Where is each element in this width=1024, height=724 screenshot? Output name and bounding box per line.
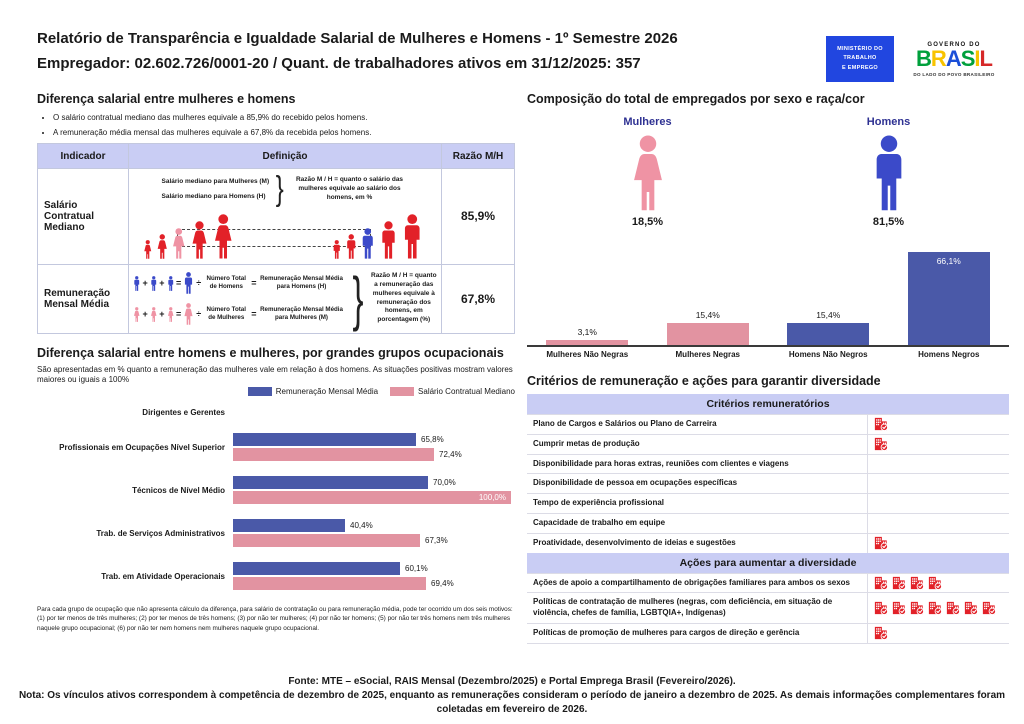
report-footer [0, 675, 1024, 717]
legend-item-blue [248, 387, 378, 396]
report-header [37, 30, 817, 80]
composition-bar-group [648, 310, 769, 345]
category-label: Mulheres Negras [675, 350, 740, 359]
composition-title: Composição do total de empregados por sexo e raça/cor [527, 92, 865, 106]
occupational-row [37, 433, 515, 461]
company-check-icon [892, 576, 906, 590]
equation-divisor: Número Total de Mulheres [206, 306, 246, 322]
ratio-value: 85,9% [442, 169, 515, 265]
composition-bar-group [768, 310, 889, 345]
bar-segment [233, 476, 428, 489]
indicator-label: Remuneração Mensal Média [38, 264, 129, 333]
average-equations [133, 272, 345, 325]
company-check-icon [874, 576, 888, 590]
company-check-icon [892, 601, 906, 615]
bar-segment [233, 433, 416, 446]
brasil-letter: A [945, 45, 961, 71]
man-icon [133, 276, 141, 291]
company-check-icon [874, 437, 888, 451]
bar-line [233, 519, 515, 532]
bar-segment [233, 448, 434, 461]
bar-value-label: 65,8% [421, 435, 444, 445]
legend-swatch-pink [390, 387, 414, 396]
company-check-icon [910, 601, 924, 615]
bar-value-label: 100,0% [478, 493, 506, 503]
woman-icon [143, 240, 153, 259]
company-check-icon [910, 576, 924, 590]
occupational-row [37, 519, 515, 547]
indicator-table [37, 143, 515, 334]
bar-line [233, 476, 515, 489]
male-composition [768, 116, 1009, 228]
footer-note: Nota: Os vínculos ativos correspondem à competência de dezembro de 2025, enquanto as remunerações consideram o período de janeiro a dezembro de 2025. As demais informações complementares foram coletadas em fevereiro de 2026. [18, 690, 1006, 715]
bar-value-label: 66,1% [936, 256, 961, 266]
man-icon [332, 240, 342, 259]
legend-swatch-blue [248, 387, 272, 396]
ratio-definition-note: Razão M / H = quanto o salário das mulheres equivale ao salário dos homens, em % [295, 176, 404, 201]
man-icon [345, 234, 358, 259]
brace-glyph: } [352, 264, 364, 332]
woman-icon [167, 307, 175, 322]
company-check-icon [946, 601, 960, 615]
criteria-icons [868, 534, 1009, 553]
header-indicador: Indicador [38, 144, 129, 169]
bar-segment [233, 577, 426, 590]
criteria-icons [868, 494, 1009, 513]
man-icon [150, 276, 158, 291]
man-icon [183, 272, 194, 294]
bar-segment [233, 519, 345, 532]
criteria-icons [868, 435, 1009, 454]
criteria-table [527, 394, 1009, 644]
bar-group [233, 433, 515, 461]
brasil-letter: L [979, 45, 992, 71]
criteria-label: Capacidade de trabalho em equipe [527, 514, 868, 533]
bar-value-label: 15,4% [816, 310, 841, 320]
brace-glyph: } [275, 170, 284, 208]
criteria-row [527, 592, 1009, 623]
criteria-label: Proatividade, desenvolvimento de ideias e sugestões [527, 534, 868, 553]
equation-divisor: Número Total de Homens [206, 275, 246, 291]
company-check-icon [928, 576, 942, 590]
company-check-icon [874, 536, 888, 550]
median-men-line: Salário mediano para Homens (H) [161, 193, 266, 201]
gov-brasil-wordmark [904, 45, 1004, 71]
criteria-label: Políticas de promoção de mulheres para cargos de direção e gerência [527, 624, 868, 643]
criteria-label: Tempo de experiência profissional [527, 494, 868, 513]
occupational-row [37, 476, 515, 504]
category-label: Dirigentes e Gerentes [142, 408, 225, 418]
median-pictogram [133, 209, 437, 261]
indicator-label: Salário Contratual Mediano [38, 169, 129, 265]
man-icon [360, 228, 376, 259]
bar-line [233, 534, 515, 547]
men-pictogram-group [332, 214, 423, 259]
company-check-icon [874, 601, 888, 615]
row-salario-contratual-mediano [38, 169, 515, 265]
criteria-label: Disponibilidade de pessoa em ocupações específicas [527, 474, 868, 493]
male-percentage: 81,5% [872, 216, 905, 228]
remuneration-criteria-header: Critérios remuneratórios [527, 394, 1009, 414]
category-label: Profissionais em Ocupações Nível Superior [59, 442, 225, 452]
equation-row: + + = ÷ Número Total de Mulheres = Remuneração Mensal Média para Mulheres (M) [133, 303, 345, 325]
criteria-row [527, 454, 1009, 474]
bar-line [233, 433, 515, 446]
occupational-subtitle: São apresentadas em % quanto a remuneração das mulheres vale em relação à dos homens. As situações positivas mostram valores maiores ou iguais a 100% [37, 364, 513, 385]
woman-icon [133, 307, 141, 322]
bar-line [233, 577, 515, 590]
woman-icon [629, 135, 667, 211]
criteria-label: Políticas de contratação de mulheres (negras, com deficiência, em situação de violência, chefes de família, LGBTQIA+, Indígenas) [527, 593, 868, 623]
salary-gap-title: Diferença salarial entre mulheres e homens [37, 92, 296, 106]
male-label: Homens [866, 116, 911, 128]
bullet-mean-remuneration: • A remuneração média mensal das mulheres equivale a 67,8% da recebida pelos homens. [53, 128, 515, 137]
logos [826, 36, 1004, 82]
criteria-icons [868, 593, 1009, 623]
composition-bar-chart [527, 243, 1009, 347]
ratio-definition-note: Razão M / H = quanto a remuneração das mulheres equivale à remuneração dos homens, em porcentagem (%) [371, 272, 437, 324]
bar-value-label: 60,1% [405, 564, 428, 574]
left-column [37, 92, 515, 633]
bar-segment [233, 534, 420, 547]
bullet-median-salary: • O salário contratual mediano das mulheres equivale a 85,9% do recebido pelos homens. [53, 113, 515, 122]
criteria-row [527, 414, 1009, 434]
criteria-row [527, 573, 1009, 593]
bar-group [233, 562, 515, 590]
brasil-letter: R [930, 45, 946, 71]
criteria-icons [868, 455, 1009, 474]
legend-label: Remuneração Mensal Média [275, 387, 379, 397]
brasil-letter: I [974, 45, 980, 71]
bar-value-label: 15,4% [695, 310, 720, 320]
company-check-icon [874, 626, 888, 640]
criteria-row [527, 623, 1009, 643]
bar-segment [546, 340, 628, 345]
legend-label: Salário Contratual Mediano [418, 387, 515, 397]
diversity-actions-header: Ações para aumentar a diversidade [527, 553, 1009, 573]
brasil-letter: B [916, 45, 931, 71]
woman-icon [156, 234, 169, 259]
criteria-icons [868, 624, 1009, 643]
woman-icon [212, 214, 235, 259]
definition-cell [129, 169, 442, 265]
occupational-row [37, 408, 515, 417]
gender-summary [527, 116, 1009, 228]
equation-result: Remuneração Mensal Média para Mulheres (M) [260, 306, 343, 322]
bar-group [233, 476, 515, 504]
header-definicao: Definição [129, 144, 442, 169]
indicator-table-header [38, 144, 515, 169]
bar-value-label: 69,4% [431, 579, 454, 589]
woman-icon [190, 221, 209, 259]
header-razao: Razão M/H [442, 144, 515, 169]
bar-segment [233, 562, 400, 575]
report-title: Relatório de Transparência e Igualdade Salarial de Mulheres e Homens - 1º Semestre 2026 [37, 30, 678, 47]
man-icon [401, 214, 424, 259]
company-check-icon [982, 601, 996, 615]
chart-legend [37, 387, 515, 396]
bar-value-label: 70,0% [433, 478, 456, 488]
criteria-row [527, 434, 1009, 454]
category-label: Trab. em Atividade Operacionais [101, 571, 225, 581]
composition-bar-group [889, 252, 1010, 345]
category-label: Homens Não Negros [788, 350, 868, 359]
criteria-row [527, 493, 1009, 513]
criteria-row [527, 513, 1009, 533]
man-icon [167, 276, 175, 291]
company-check-icon [964, 601, 978, 615]
female-composition [527, 116, 768, 228]
bar-segment [908, 252, 990, 345]
footer-source: Fonte: MTE – eSocial, RAIS Mensal (Dezembro/2025) e Portal Emprega Brasil (Fevereiro/2026). [288, 676, 736, 687]
governo-brasil-logo: GOVERNO DO BRASIL DO LADO DO POVO BRASILEIRO [904, 42, 1004, 77]
women-pictogram-group [143, 214, 234, 259]
category-label: Trab. de Serviços Administrativos [96, 528, 225, 538]
criteria-row [527, 533, 1009, 553]
remuneration-criteria-rows [527, 414, 1009, 553]
criteria-icons [868, 574, 1009, 593]
occupational-title: Diferença salarial entre homens e mulheres, por grandes grupos ocupacionais [37, 345, 504, 360]
criteria-label: Ações de apoio a compartilhamento de obrigações familiares para ambos os sexos [527, 574, 868, 593]
occupational-footnote: Para cada grupo de ocupação que não apresenta cálculo da diferença, para salário de contratação ou para remuneração média, pode ter ocorrido um dos seis motivos:(1) por ter menos de três mulheres; (2) por ter menos de três homens; (3) por não ter mulheres; (4) por não ter homens; (5) por não ter três homens nem três mulheres naquele grupo ocupacional; (6) por não ter nem homens nem mulheres naquele grupo ocupacional. [37, 606, 513, 632]
occupational-row [37, 562, 515, 590]
woman-icon [183, 303, 194, 325]
category-label: Homens Negros [918, 350, 980, 359]
company-check-icon [928, 601, 942, 615]
equation-result: Remuneração Mensal Média para Homens (H) [260, 275, 343, 291]
category-label: Mulheres Não Negras [546, 350, 629, 359]
bar-segment [787, 323, 869, 345]
equation-row: + + = ÷ Número Total de Homens = Remuneração Mensal Média para Homens (H) [133, 272, 345, 294]
legend-item-pink [390, 387, 515, 396]
bar-line [233, 562, 515, 575]
bar-line [233, 448, 515, 461]
composition-bar-group [527, 327, 648, 345]
report-subtitle: Empregador: 02.602.726/0001-20 / Quant. de trabalhadores ativos em 31/12/2025: 357 [37, 55, 641, 72]
row-remuneracao-mensal-media [38, 264, 515, 333]
category-label: Técnicos de Nível Médio [132, 485, 225, 495]
woman-icon [171, 228, 187, 259]
bar-value-label: 3,1% [577, 327, 597, 337]
diversity-actions-rows [527, 573, 1009, 643]
bar-line [233, 491, 515, 504]
criteria-icons [868, 514, 1009, 533]
ratio-value: 67,8% [442, 264, 515, 333]
criteria-label: Cumprir metas de produção [527, 435, 868, 454]
bar-segment [667, 323, 749, 345]
company-check-icon [874, 417, 888, 431]
bar-group [233, 519, 515, 547]
composition-category-labels [527, 350, 1009, 359]
ministry-logo: MINISTÉRIO DO TRABALHO E EMPREGO [826, 36, 894, 82]
median-women-line: Salário mediano para Mulheres (M) [161, 178, 270, 186]
woman-icon [150, 307, 158, 322]
right-column [527, 92, 1009, 644]
criteria-icons [868, 474, 1009, 493]
criteria-icons [868, 415, 1009, 434]
female-label: Mulheres [623, 116, 672, 128]
bar-value-label: 40,4% [350, 521, 373, 531]
bar-value-label: 72,4% [439, 450, 462, 460]
man-icon [870, 135, 908, 211]
bar-segment [233, 491, 511, 504]
criteria-row [527, 473, 1009, 493]
brasil-letter: S [960, 45, 975, 71]
criteria-label: Plano de Cargos e Salários ou Plano de Carreira [527, 415, 868, 434]
bar-value-label: 67,3% [425, 536, 448, 546]
female-percentage: 18,5% [631, 216, 664, 228]
definition-cell [129, 264, 442, 333]
occupational-bar-chart [37, 408, 515, 590]
criteria-label: Disponibilidade para horas extras, reuniões com clientes e viagens [527, 455, 868, 474]
salary-gap-bullets [53, 113, 515, 137]
criteria-title: Critérios de remuneração e ações para garantir diversidade [527, 374, 881, 388]
man-icon [379, 221, 398, 259]
